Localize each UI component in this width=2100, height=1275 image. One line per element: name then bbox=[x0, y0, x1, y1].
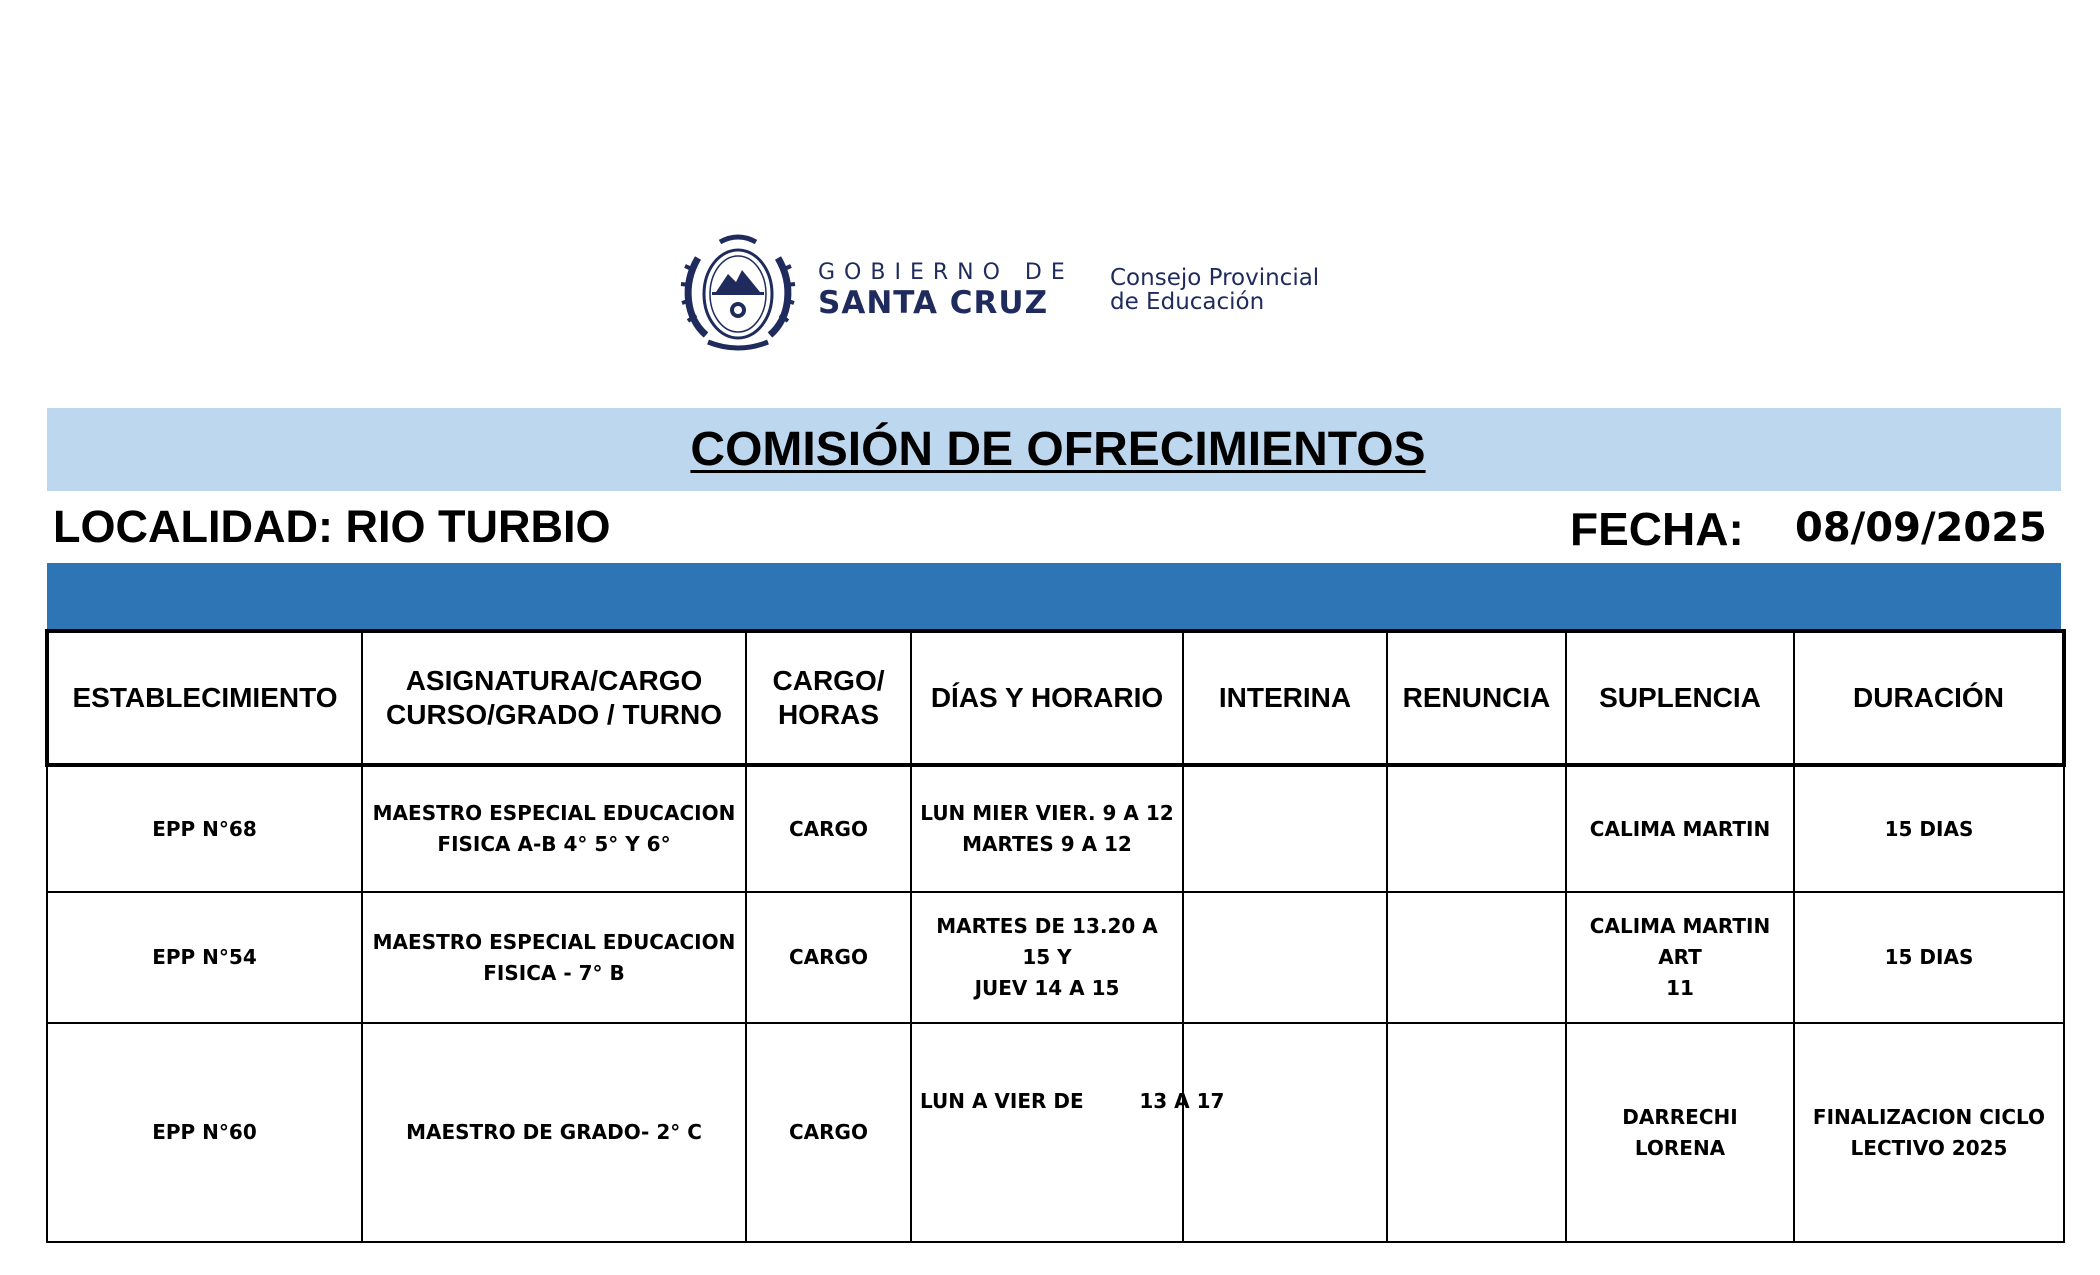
cell-cargo: CARGO bbox=[746, 1023, 911, 1242]
col-header-establecimiento: ESTABLECIMIENTO bbox=[47, 631, 362, 765]
cell-dias-line1: MARTES DE 13.20 A 15 Y bbox=[936, 914, 1158, 969]
cell-duracion-line2: LECTIVO 2025 bbox=[1850, 1135, 2008, 1160]
col-header-asignatura-line1: ASIGNATURA/CARGO bbox=[405, 665, 703, 696]
cell-asignatura-line2: FISICA A-B 4° 5° Y 6° bbox=[437, 832, 671, 856]
cell-dias-line2: MARTES 9 A 12 bbox=[962, 832, 1132, 856]
consejo-line1: Consejo Provincial bbox=[1110, 265, 1320, 291]
fecha-label: FECHA: bbox=[1570, 503, 1744, 555]
fecha-value: 08/09/2025 bbox=[1795, 505, 2047, 551]
cell-asignatura-line1: MAESTRO DE GRADO- 2° C bbox=[406, 1120, 702, 1144]
ofrecimientos-table bbox=[45, 629, 2066, 1243]
table-row bbox=[47, 765, 2064, 892]
col-header-asignatura-line2: CURSO/GRADO / TURNO bbox=[386, 699, 722, 730]
col-header-dias: DÍAS Y HORARIO bbox=[911, 631, 1183, 765]
header-logo bbox=[680, 230, 1360, 355]
cell-asignatura-line2: FISICA - 7° B bbox=[483, 960, 625, 985]
cell-establecimiento: EPP N°68 bbox=[47, 765, 362, 892]
cell-dias bbox=[911, 765, 1183, 892]
consejo-line2: de Educación bbox=[1110, 289, 1265, 315]
table-header-row bbox=[47, 631, 2064, 765]
gov-wordmark bbox=[818, 260, 1074, 320]
cell-suplencia-line1: CALIMA MARTIN ART bbox=[1589, 914, 1771, 969]
col-header-cargo-line1: CARGO/ bbox=[772, 665, 885, 696]
cell-renuncia bbox=[1387, 1023, 1566, 1242]
cell-suplencia bbox=[1566, 892, 1794, 1023]
gov-line1: GOBIERNO DE bbox=[818, 260, 1074, 285]
cell-duracion bbox=[1794, 892, 2064, 1023]
cell-suplencia bbox=[1566, 765, 1794, 892]
cell-asignatura bbox=[362, 1023, 746, 1242]
cell-renuncia bbox=[1387, 892, 1566, 1023]
cell-interina bbox=[1183, 892, 1387, 1023]
cell-dias-line2: JUEV 14 A 15 bbox=[974, 976, 1120, 1000]
cell-suplencia-line1: CALIMA MARTIN bbox=[1589, 816, 1771, 841]
cell-renuncia bbox=[1387, 765, 1566, 892]
localidad-label: LOCALIDAD: RIO TURBIO bbox=[53, 501, 611, 552]
col-header-renuncia: RENUNCIA bbox=[1387, 631, 1566, 765]
cell-duracion-line1: FINALIZACION CICLO bbox=[1812, 1104, 2046, 1129]
consejo-wordmark bbox=[1110, 266, 1319, 314]
cell-suplencia-line2: 11 bbox=[1666, 976, 1694, 1000]
cell-duracion-line1: 15 DIAS bbox=[1884, 816, 1974, 841]
cell-asignatura-line1: MAESTRO ESPECIAL EDUCACION bbox=[372, 801, 736, 825]
cell-asignatura bbox=[362, 892, 746, 1023]
provincial-seal-icon bbox=[680, 230, 796, 355]
cell-suplencia bbox=[1566, 1023, 1794, 1242]
cell-cargo: CARGO bbox=[746, 892, 911, 1023]
cell-duracion bbox=[1794, 765, 2064, 892]
cell-interina bbox=[1183, 1023, 1387, 1242]
cell-asignatura-line1: MAESTRO ESPECIAL EDUCACION bbox=[372, 929, 736, 954]
cell-establecimiento: EPP N°54 bbox=[47, 892, 362, 1023]
cell-dias bbox=[911, 892, 1183, 1023]
gov-line2: SANTA CRUZ bbox=[818, 285, 1049, 321]
cell-establecimiento: EPP N°60 bbox=[47, 1023, 362, 1242]
cell-dias bbox=[911, 1023, 1225, 1242]
col-header-suplencia: SUPLENCIA bbox=[1566, 631, 1794, 765]
cell-interina bbox=[1183, 765, 1387, 892]
cell-suplencia-line1: DARRECHI LORENA bbox=[1622, 1104, 1738, 1160]
cell-cargo: CARGO bbox=[746, 765, 911, 892]
cell-asignatura bbox=[362, 765, 746, 892]
col-header-duracion: DURACIÓN bbox=[1794, 631, 2064, 765]
cell-dias-line1: LUN MIER VIER. 9 A 12 bbox=[920, 801, 1174, 825]
cell-dias-line1: LUN A VIER DE 13 A 17 bbox=[920, 1089, 1225, 1113]
col-header-interina: INTERINA bbox=[1183, 631, 1387, 765]
col-header-asignatura bbox=[362, 631, 746, 765]
title-band bbox=[47, 408, 2061, 491]
table-row bbox=[47, 892, 2064, 1023]
header-color-band bbox=[47, 563, 2061, 629]
cell-duracion-line1: 15 DIAS bbox=[1884, 945, 1974, 969]
col-header-cargo bbox=[746, 631, 911, 765]
cell-duracion bbox=[1794, 1023, 2064, 1242]
table-row bbox=[47, 1023, 2064, 1242]
page-title: COMISIÓN DE OFRECIMIENTOS bbox=[690, 423, 1426, 476]
col-header-cargo-line2: HORAS bbox=[777, 699, 880, 730]
